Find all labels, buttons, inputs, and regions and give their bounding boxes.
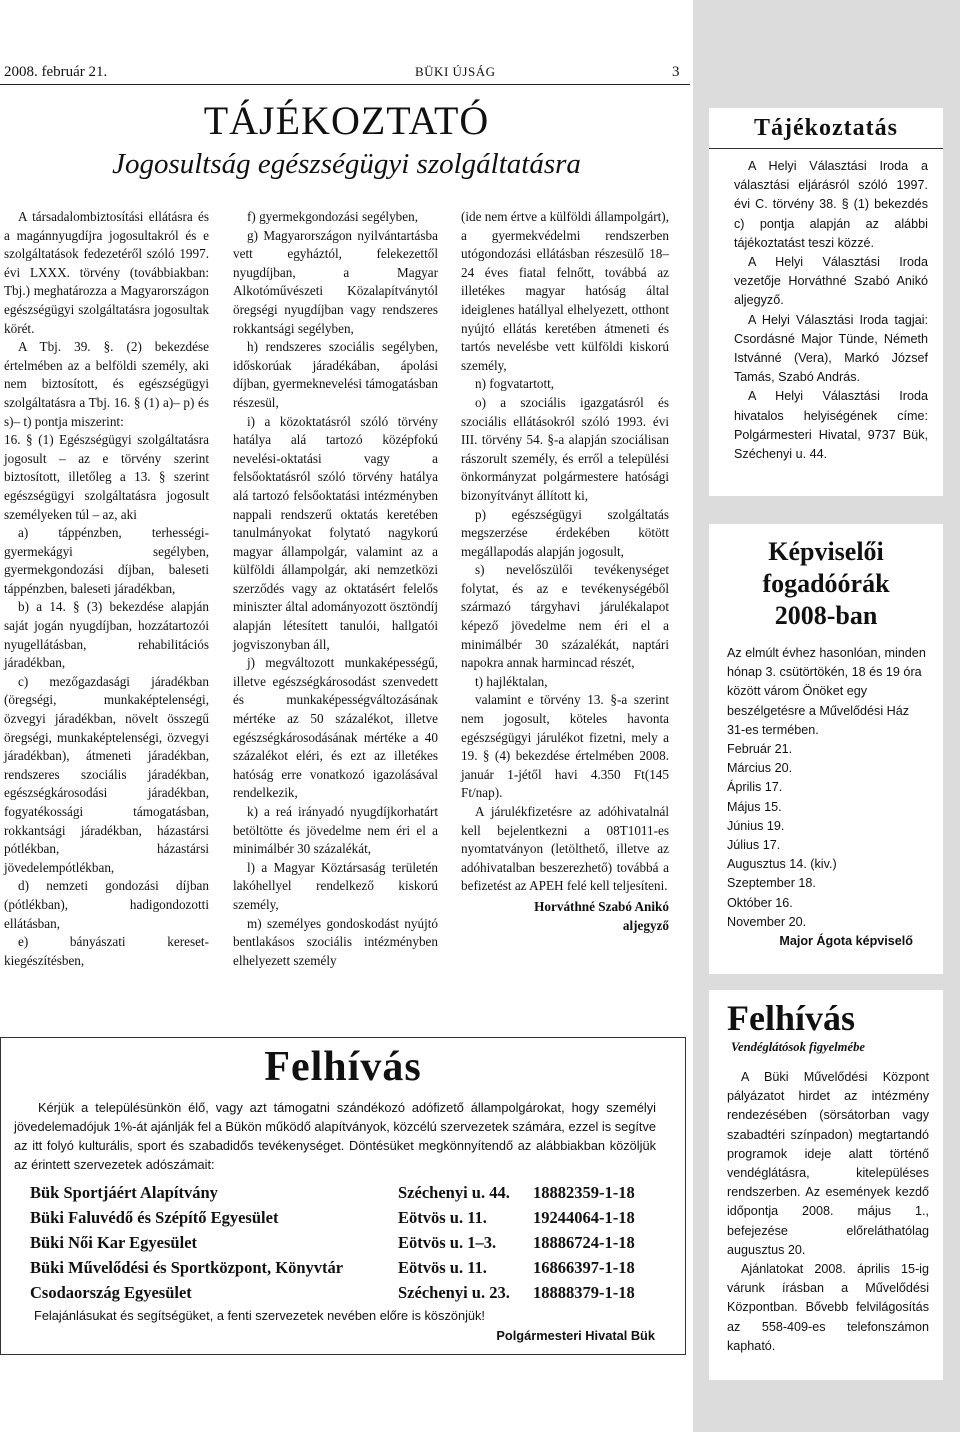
date-item: Március 20. <box>727 761 793 776</box>
header-rule <box>0 84 690 85</box>
org-tax-number: 18882359-1-18 <box>533 1182 635 1202</box>
paragraph: t) hajléktalan, <box>475 673 548 689</box>
paragraph: valamint e törvény 13. §-a szerint nem jogosult, köteles havonta egészségügyi járulékot fizetni, mely a 19. § (4) bekezdése értelmében 2008. január 1-jétől havi 4.350 Ft(145 Ft/nap). <box>461 692 669 801</box>
call-box <box>709 990 943 1380</box>
paragraph: A Helyi Választási Iroda vezetője Horváthné Szabó Anikó aljegyző. <box>734 255 928 308</box>
org-tax-number: 18886724-1-18 <box>533 1232 635 1252</box>
reception-title-line1: Képviselői <box>768 537 884 566</box>
appeal-title: Felhívás <box>264 1044 422 1090</box>
date-item: Június 19. <box>727 818 785 833</box>
paragraph: k) a reá irányadó nyugdíjkorhatárt betöltötte és jövedelme nem éri el a minimálbér 30 százalékát, <box>233 804 438 857</box>
appeal-intro: Kérjük a településünkön élő, vagy azt támogatni szándékozó adófizető állampolgárokat, hogy személyi jövedelemadójuk 1%-át ajánlják fel a Bükön működő alapítványok, közcélú szervezetek számára, ezzel is segítve az itt folyó kulturális, sport és szabadidős tevékenységet. Döntésüket megkönnyítendő az alábbiakban közöljük az érintett szervezetek adószámait: <box>14 1100 656 1172</box>
paragraph: n) fogvatartott, <box>475 376 555 392</box>
org-name: Büki Művelődési és Sportközpont, Könyvtár <box>30 1257 344 1277</box>
paragraph: a) táppénzben, terhességi-gyermekágyi segélyben, gyermekgondozási díjban, baleseti táppénzben, baleseti járadékban, <box>4 525 209 596</box>
reception-title-line2: fogadóórák <box>762 569 890 598</box>
paragraph: e) bányászati kereset-kiegészítésben, <box>4 934 209 968</box>
date-item: Szeptember 18. <box>727 876 816 891</box>
paragraph: (ide nem értve a külföldi állampolgárt), a gyermekvédelmi rendszerben utógondozási ellátásban részesülő 18–24 éves fiatal felnőtt, továbbá az illetékes magyar hatóság által ideiglenes hatállyal elhelyezett, otthont nyújtó ellátás keretében átmeneti és tartós nevelésbe vett külföldi kiskorú személy, <box>461 209 669 373</box>
issue-date: 2008. február 21. <box>4 64 108 80</box>
call-subtitle: Vendéglátósok figyelmébe <box>731 1040 865 1054</box>
date-item: Május 15. <box>727 799 782 814</box>
org-name: Csodaország Egyesület <box>30 1282 192 1302</box>
reception-box <box>709 524 943 974</box>
paragraph: s) nevelőszülői tevékenységet folytat, és az e tevékenységéből származó tárgyhavi járulékalapot képező jövedelme nem éri el a minimálbér 30 százalékát, naptári napokra annak harmincad részét, <box>461 562 669 671</box>
page-number: 3 <box>672 64 680 80</box>
info-box <box>709 108 943 496</box>
paragraph: A Helyi Választási Iroda tagjai: Csordásné Major Tünde, Németh Istvánné (Vera), Markó József Tamás, Szabó András. <box>734 312 928 385</box>
paragraph: h) rendszeres szociális segélyben, időskorúak járadékában, ápolási díjban, gyermeknevelési támogatásban részesül, <box>233 339 438 410</box>
article-title: TÁJÉKOZTATÓ <box>203 98 490 143</box>
reception-dates <box>709 740 943 932</box>
paragraph: A Helyi Választási Iroda hivatalos helyiségének címe: Polgármesteri Hivatal, 9737 Bük, Széchenyi u. 44. <box>734 389 928 462</box>
org-name: Büki Női Kar Egyesület <box>30 1232 198 1252</box>
table-row <box>30 1205 670 1230</box>
paragraph: i) a közoktatásról szóló törvény hatálya alá tartozó középfokú nevelési-oktatási vagy a felsőoktatásról szóló törvény hatálya alá tartozó felsőoktatási intézményben nappali rendszerű oktatás keretében tanulmányokat folytató nagykorú magyar állampolgár, valamint az a külföldi állampolgár, aki nemzetközi szerződés vagy az oktatásért felelős miniszter által adományozott ösztöndíj alapján létesített tanulói, hallgatói jogviszonyban áll, <box>233 413 438 652</box>
paragraph: l) a Magyar Köztársaság területén lakóhellyel rendelkező kiskorú személy, <box>233 859 438 912</box>
org-tax-number: 16866397-1-18 <box>533 1257 635 1277</box>
org-address: Eötvös u. 11. <box>398 1257 487 1277</box>
org-name: Bük Sportjáért Alapítvány <box>30 1182 218 1202</box>
appeal-signature: Polgármesteri Hivatal Bük <box>496 1328 655 1343</box>
paragraph: Ajánlatokat 2008. április 15-ig várunk írásban a Művelődési Központban. Bővebb felvilágosítás az 558-409-es telefonszámon kapható. <box>727 1262 929 1353</box>
article-column-2 <box>233 208 438 970</box>
paragraph: d) nemzeti gondozási díjban (pótlékban), hadigondozotti ellátásban, <box>4 878 209 931</box>
info-box-body <box>709 157 943 464</box>
paragraph: j) megváltozott munkaképességű, illetve egészségkárosodást szenvedett és munkaképességváltozásának mértéke az 50 százalékot, illetve egészségkárosodásának mértéke a 40 százalékot eléri, és ezt az illetékes hatóság erre vonatkozó igazolásával rendelkezik, <box>233 655 438 801</box>
org-tax-number: 18888379-1-18 <box>533 1282 635 1302</box>
reception-intro: Az elmúlt évhez hasonlóan, minden hónap 3. csütörtökén, 18 és 19 óra között várom Önöket egy beszélgetésre a Művelődési Ház 31-es termében. <box>727 646 926 737</box>
organization-table <box>30 1180 670 1305</box>
date-item: Augusztus 14. (kiv.) <box>727 857 837 872</box>
signature-name: Horváthné Szabó Anikó <box>534 898 669 914</box>
paragraph: A Büki Művelődési Központ pályázatot hirdet az intézmény rendezésében (sörsátorban vagy szabadtéri színpadon) megtartandó programok ideje alatt történő vendéglátásra, kitelepüléses rendszerben. Az események kezdő időpontja 2008. május 1., befejezése előreláthatólag augusztus 20. <box>727 1070 929 1257</box>
date-item: November 20. <box>727 914 807 929</box>
reception-title-line3: 2008-ban <box>774 601 878 630</box>
appeal-closing: Felajánlásukat és segítségüket, a fenti szervezetek nevében előre is köszönjük! <box>34 1308 485 1323</box>
date-item: Február 21. <box>727 742 793 757</box>
article-column-1 <box>4 208 209 970</box>
paragraph: c) mezőgazdasági járadékban (öregségi, munkaképtelenségi, özvegyi járadékban, növelt összegű öregségi, munkaképtelenségi, özvegyi járadékban), átmeneti járadékban, rendszeres szociális járadékban, egészségkárosodási járadékban, fogyatékossági támogatásban, rokkantsági járadékban, házastársi pótlékban, házastársi jövedelempótlékban, <box>4 673 209 875</box>
paragraph: o) a szociális igazgatásról és szociális ellátásokról szóló 1993. évi III. törvény 54. §-a alapján szociálisan rászorult személy, és erről a települési önkormányzat polgármestere hatósági bizonyítványt állított ki, <box>461 394 669 503</box>
paragraph: f) gyermekgondozási segélyben, <box>247 209 419 224</box>
org-tax-number: 19244064-1-18 <box>533 1207 635 1227</box>
paragraph: b) a 14. § (3) bekezdése alapján saját jogán nyugdíjban, hozzátartozói nyugellátásban, rehabilitációs járadékban, <box>4 599 209 671</box>
date-item: Október 16. <box>727 895 793 910</box>
org-address: Széchenyi u. 23. <box>398 1282 510 1302</box>
call-body <box>709 1056 943 1356</box>
date-item: Július 17. <box>727 838 781 853</box>
paragraph: A járulékfizetésre az adóhivatalnál kell bejelentkezni a 08T1011-es nyomtatványon (letölthető, illetve az adóhivatalban beszerezhető) továbbá a befizetést az APEH felé kell teljesíteni. <box>461 804 669 894</box>
table-row <box>30 1280 670 1305</box>
org-address: Széchenyi u. 44. <box>398 1182 510 1202</box>
table-row <box>30 1180 670 1205</box>
table-row <box>30 1230 670 1255</box>
paragraph: A Tbj. 39. §. (2) bekezdése értelmében az a belföldi személy, aki nem biztosított, és egészségügyi szolgáltatásra a Tbj. 16. § (1) a)– p) és s)– t) pontja miszerint: <box>4 339 209 429</box>
divider <box>709 148 943 149</box>
signature-role: aljegyző <box>622 917 669 933</box>
info-box-title: Tájékoztatás <box>754 115 898 141</box>
paragraph: m) személyes gondoskodást nyújtó bentlakásos szociális intézményben elhelyezett személy <box>233 915 438 968</box>
reception-signature: Major Ágota képviselő <box>779 934 913 949</box>
table-row <box>30 1255 670 1280</box>
paper-name: BÜKI ÚJSÁG <box>415 64 496 79</box>
paragraph: A Helyi Választási Iroda a választási eljárásról szóló 1997. évi C. törvény 38. § (1) bekezdés c) pontja alapján az alábbi tájékoztatást teszi közzé. <box>734 159 928 250</box>
article-subtitle: Jogosultság egészségügyi szolgáltatásra <box>112 148 581 180</box>
article-column-3 <box>461 208 669 935</box>
paragraph: g) Magyarországon nyilvántartásba vett egyháztól, felekezettől nyugdíjban, a Magyar Alkotóművészeti Közalapítványtól öregségi nyugdíjban vagy rendszeres rokkantsági segélyben, <box>233 227 438 336</box>
date-item: Április 17. <box>727 780 783 795</box>
call-title: Felhívás <box>727 998 856 1038</box>
paragraph: A társadalombiztosítási ellátásra és a magánnyugdíjra jogosultakról és e szolgáltatások fedezetéről szóló 1997. évi LXXX. törvény (továbbiakban: Tbj.) meghatározza a Magyarországon egészségügyi szolgáltatásra jogosultak körét. <box>4 209 209 336</box>
paragraph: 16. § (1) Egészségügyi szolgáltatásra jogosult – az e törvény szerint biztosított, illetőleg a 13. § szerint egészségügyi szolgáltatásra jogosult személyeken túl – az, aki <box>4 432 209 522</box>
org-name: Büki Faluvédő és Szépítő Egyesület <box>30 1207 279 1227</box>
org-address: Eötvös u. 1–3. <box>398 1232 497 1252</box>
paragraph: p) egészségügyi szolgáltatás megszerzése érdekében kötött megállapodás alapján jogosult, <box>461 506 669 559</box>
org-address: Eötvös u. 11. <box>398 1207 487 1227</box>
